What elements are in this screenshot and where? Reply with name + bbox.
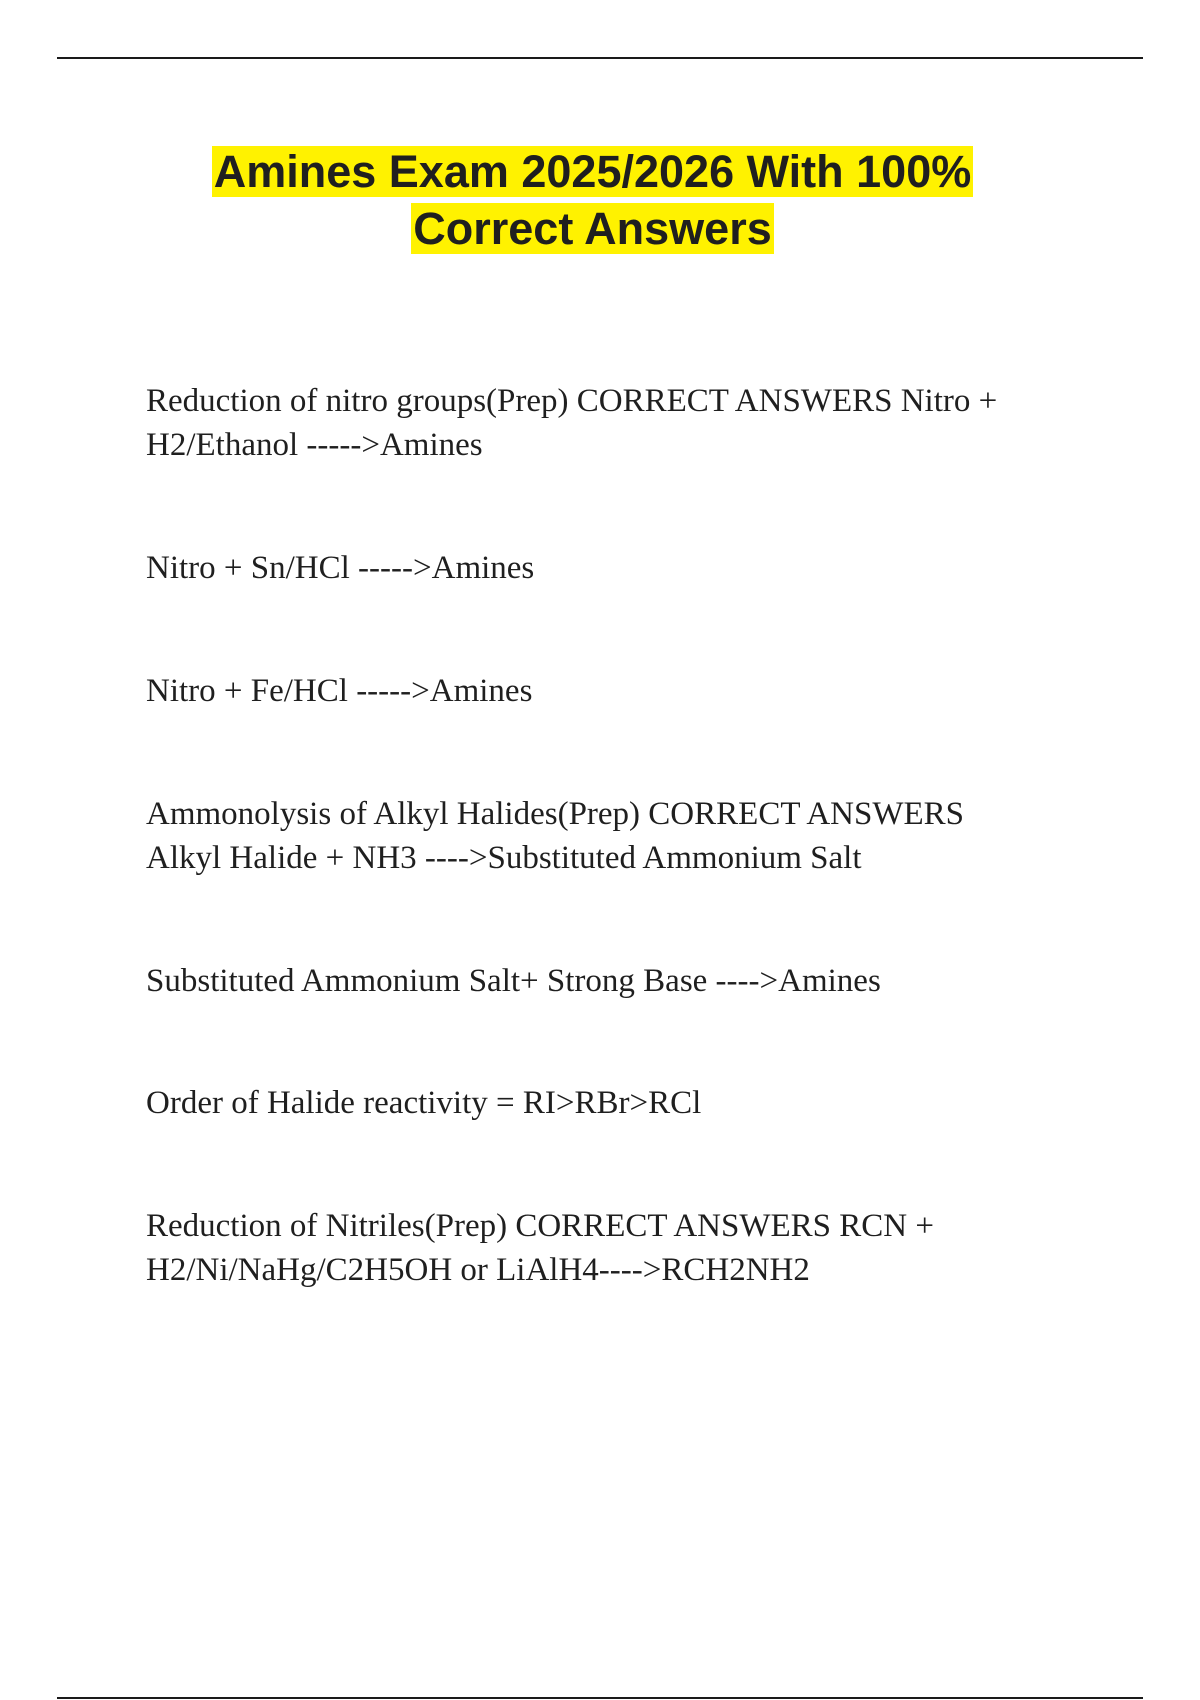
top-divider <box>57 57 1143 59</box>
entry-text-line: Nitro + Sn/HCl ----->Amines <box>146 550 535 586</box>
entry-text-line: Nitro + Fe/HCl ----->Amines <box>146 673 533 709</box>
title-line-1: Amines Exam 2025/2026 With 100% <box>213 146 972 197</box>
title-line-2: Correct Answers <box>413 203 772 254</box>
qa-entry-nitro-reduction <box>146 379 1106 467</box>
entry-text-line: Substituted Ammonium Salt+ Strong Base ---->Amines <box>146 963 881 999</box>
document-title <box>100 143 1085 257</box>
entry-text-line: Reduction of Nitriles(Prep) CORRECT ANSWERS RCN + <box>146 1208 935 1244</box>
qa-entry-halide-reactivity <box>146 1081 1106 1125</box>
bottom-divider <box>57 1697 1143 1699</box>
qa-entry-nitrile-reduction <box>146 1204 1106 1292</box>
entry-text-line: Ammonolysis of Alkyl Halides(Prep) CORRECT ANSWERS <box>146 796 965 832</box>
qa-entry-ammonolysis <box>146 792 1106 880</box>
qa-entry-strong-base <box>146 959 1106 1003</box>
qa-entry-sn-hcl <box>146 546 1106 590</box>
entry-text-line: Reduction of nitro groups(Prep) CORRECT ANSWERS Nitro + <box>146 383 998 419</box>
entry-text-line: H2/Ni/NaHg/C2H5OH or LiAlH4---->RCH2NH2 <box>146 1252 810 1288</box>
qa-entry-fe-hcl <box>146 669 1106 713</box>
entry-text-line: Alkyl Halide + NH3 ---->Substituted Ammonium Salt <box>146 840 862 876</box>
entry-text-line: H2/Ethanol ----->Amines <box>146 427 483 463</box>
entry-text-line: Order of Halide reactivity = RI>RBr>RCl <box>146 1085 702 1121</box>
